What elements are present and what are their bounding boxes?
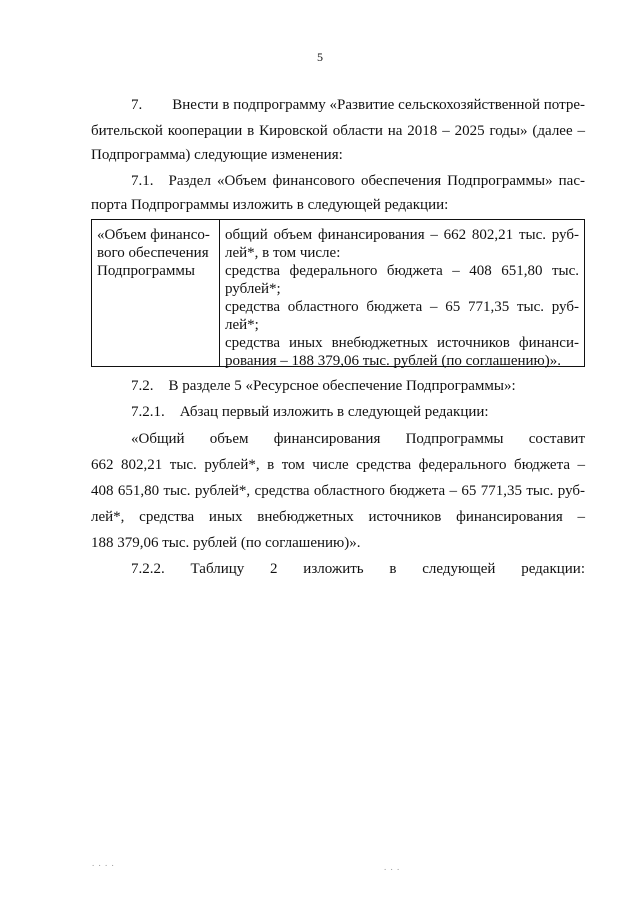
quote-text-2: 662 802,21 тыс. рублей*, в том числе средства федерального бюджета – (91, 457, 585, 473)
quote-line-5: 188 379,06 тыс. рублей (по соглашению)». (91, 535, 361, 551)
paragraph-7-1-line-2: порта Подпрограммы изложить в следующей редакции: (91, 197, 449, 213)
paragraph-7-2-1: 7.2.1. Абзац первый изложить в следующей редакции: (131, 404, 489, 420)
table-right-line-2: лей*, в том числе: (225, 245, 341, 261)
quote-line-4 (91, 508, 585, 526)
table-right-line-7 (225, 334, 579, 352)
quote-line-3 (91, 482, 585, 500)
table-left-line-3: Подпрограммы (97, 263, 195, 279)
quote-text-1: «Общий объем финансирования Подпрограммы составит (131, 431, 585, 447)
quote-line-2 (91, 456, 585, 474)
table-right-line-4: рублей*; (225, 281, 281, 297)
table-column-divider (219, 220, 220, 366)
table-left-line-2: вого обеспечения (97, 245, 209, 261)
paragraph-7-2: 7.2. В разделе 5 «Ресурсное обеспечение Подпрограммы»: (131, 378, 516, 394)
table-right-text-3: средства федерального бюджета – 408 651,80 тыс. (225, 263, 579, 279)
table-right-text-5: средства областного бюджета – 65 771,35 тыс. руб- (225, 299, 579, 315)
scan-speck: . . . (384, 862, 401, 872)
table-right-line-6: лей*; (225, 317, 259, 333)
paragraph-7-2-2 (131, 560, 585, 578)
quote-text-3: 408 651,80 тыс. рублей*, средства областного бюджета – 65 771,35 тыс. руб- (91, 483, 585, 499)
paragraph-7-1-line-1 (131, 172, 585, 190)
paragraph-7-1-text-1: 7.1. Раздел «Объем финансового обеспечения Подпрограммы» пас- (131, 173, 585, 189)
table-left-line-1: «Объем финансо- (97, 227, 210, 243)
scan-speck: . . . . (92, 858, 115, 868)
paragraph-7-text-1: 7. Внести в подпрограмму «Развитие сельскохозяйственной потре- (131, 97, 585, 113)
table-right-line-3 (225, 262, 579, 280)
paragraph-7-line-2 (91, 122, 585, 140)
paragraph-7-line-3: Подпрограмма) следующие изменения: (91, 147, 343, 163)
paragraph-7-line-1 (131, 96, 585, 114)
quote-line-1 (131, 430, 585, 448)
paragraph-7-text-2: бительской кооперации в Кировской области на 2018 – 2025 годы» (далее – (91, 123, 585, 139)
table-right-line-8: рования – 188 379,06 тыс. рублей (по соглашению)». (225, 353, 561, 369)
table-right-text-1: общий объем финансирования – 662 802,21 тыс. руб- (225, 227, 579, 243)
table-right-line-5 (225, 298, 579, 316)
paragraph-7-2-2-text: 7.2.2. Таблицу 2 изложить в следующей редакции: (131, 561, 585, 577)
quote-text-4: лей*, средства иных внебюджетных источников финансирования – (91, 509, 585, 525)
table-right-text-7: средства иных внебюджетных источников финанси- (225, 335, 579, 351)
table-right-line-1 (225, 226, 579, 244)
financing-table (91, 219, 585, 367)
page-number: 5 (317, 50, 323, 64)
